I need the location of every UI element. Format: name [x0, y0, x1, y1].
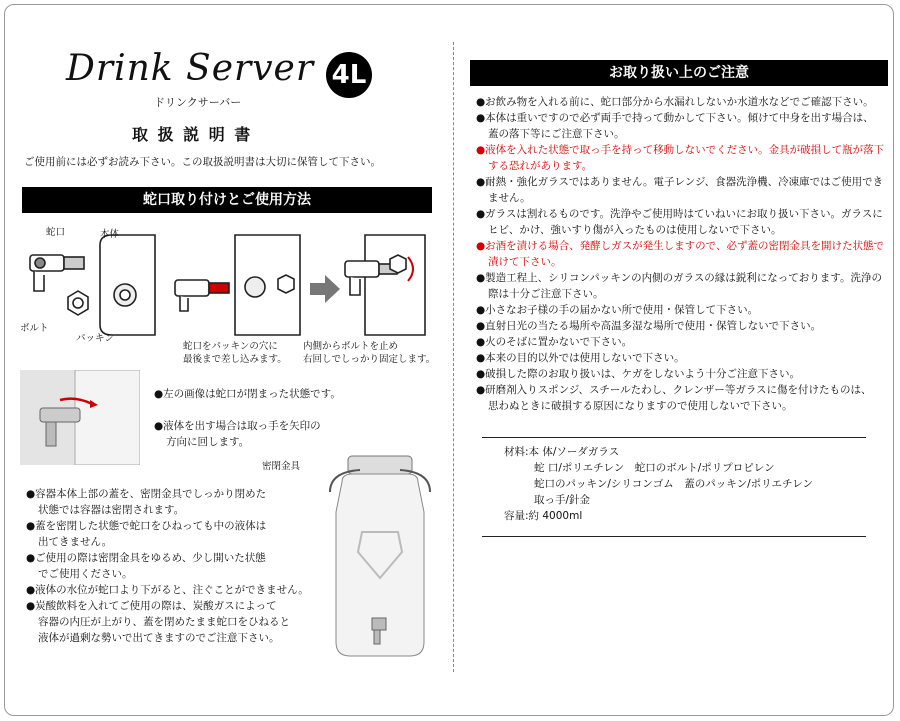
manual-title: 取 扱 説 明 書 — [132, 125, 253, 144]
caution-line: ●製造工程上、シリコンパッキンの内側のガラスの縁は鋭利になっております。洗浄の — [476, 272, 882, 284]
capacity-badge: 4L — [326, 52, 372, 98]
caution-line: ●お酒を漬ける場合、発酵しガスが発生しますので、必ず蓋の密閉金具を開けた状態で — [476, 240, 884, 252]
caution-line: ●破損した際のお取り扱いは、ケガをしないよう十分ご注意下さい。 — [476, 368, 800, 380]
left-bullets — [26, 486, 309, 646]
left-bullet: 出てきません。 — [38, 536, 113, 548]
materials-block — [504, 444, 813, 524]
jar-illustration — [320, 452, 440, 662]
label-faucet: 蛇口 — [46, 227, 66, 238]
materials-bottom-rule — [482, 536, 866, 537]
logo-kana: ドリンクサーバー — [154, 96, 242, 109]
caution-line: ●耐熱・強化ガラスではありません。電子レンジ、食器洗浄機、冷凍庫ではご使用でき — [476, 176, 884, 188]
caution-line: ●本来の目的以外では使用しないで下さい。 — [476, 352, 685, 364]
caution-line: ません。 — [488, 192, 531, 204]
left-bullet: ●容器本体上部の蓋を、密閉金具でしっかり閉めた — [26, 488, 267, 500]
caution-line: ●液体を入れた状態で取っ手を持って移動しないでください。金具が破損して瓶が落下 — [476, 144, 885, 156]
step3-illustration — [345, 235, 425, 335]
left-bullet: ●炭酸飲料を入れてご使用の際は、炭酸ガスによって — [26, 600, 277, 612]
left-bullet: 状態では容器は密閉されます。 — [38, 504, 185, 516]
caution-line: 際は十分ご注意下さい。 — [488, 288, 604, 300]
step-arrow-icon — [310, 275, 340, 303]
intro-text: ご使用前には必ずお読み下さい。この取扱説明書は大切に保管して下さい。 — [24, 156, 381, 168]
caution-line: ヒビ、かけ、強いすり傷が入ったものは使用しないで下さい。 — [488, 224, 782, 236]
caution-line: 漬けて下さい。 — [488, 256, 562, 268]
caution-line: ●お飲み物を入れる前に、蛇口部分から水漏れしないか水道水などでご確認下さい。 — [476, 96, 874, 108]
materials-line: 取っ手/針金 — [534, 494, 591, 506]
step3-caption-1: 内側からボルトを止め — [303, 341, 399, 352]
caution-line: ●直射日光の当たる場所や高温多湿な場所で使用・保管しないで下さい。 — [476, 320, 822, 332]
caution-line: ●小さなお子様の手の届かない所で使用・保管して下さい。 — [476, 304, 759, 316]
body-illustration — [100, 235, 155, 335]
left-bullet: でご使用ください。 — [38, 568, 133, 580]
closed-faucet-photo — [20, 370, 140, 465]
left-section-header: 蛇口取り付けとご使用方法 — [22, 187, 432, 213]
caution-line: 蓋の落下等にご注意下さい。 — [488, 128, 625, 140]
left-bullet: ●液体の水位が蛇口より下がると、注ぐことができません。 — [26, 584, 309, 596]
label-body: 本体 — [100, 229, 120, 240]
materials-top-rule — [482, 437, 866, 438]
right-section-header: お取り扱い上のご注意 — [470, 60, 888, 86]
materials-line: 蛇 口/ポリエチレン 蛇口のボルト/ポリプロピレン — [534, 462, 775, 474]
bolt-illustration — [68, 291, 88, 315]
logo-title: Drink Server — [66, 48, 315, 89]
label-bolt: ボルト — [20, 323, 49, 334]
caution-list — [476, 94, 884, 414]
caution-line: ●ガラスは割れるものです。洗浄やご使用時はていねいにお取り扱い下さい。ガラスに — [476, 208, 883, 220]
step2-illustration — [175, 235, 300, 335]
note-line-2: ●液体を出す場合は取っ手を矢印の — [154, 420, 321, 432]
step2-caption-1: 蛇口をパッキンの穴に — [183, 341, 278, 352]
note-line-1: ●左の画像は蛇口が閉まった状態です。 — [154, 388, 341, 400]
left-bullet: ●ご使用の際は密閉金具をゆるめ、少し開いた状態 — [26, 552, 266, 564]
column-divider — [453, 42, 454, 672]
caution-line: ●火のそばに置かないで下さい。 — [476, 336, 633, 348]
faucet-illustration — [30, 255, 84, 291]
caution-line: 思わぬときに破損する原因になりますので使用しないで下さい。 — [488, 400, 793, 412]
caution-line: ●本体は重いですので必ず両手で持って動かして下さい。傾けて中身を出す場合は、 — [476, 112, 874, 124]
step2-caption-2: 最後まで差し込みます。 — [183, 354, 287, 365]
label-clamp: 密閉金具 — [262, 461, 301, 472]
caution-line: ●研磨剤入りスポンジ、スチールたわし、クレンザー等ガラスに傷を付けたものは、 — [476, 384, 872, 396]
note-line-3: 方向に回します。 — [166, 436, 250, 448]
materials-line: 材料:本 体/ソーダガラス — [504, 446, 620, 458]
caution-line: する恐れがあります。 — [488, 160, 593, 172]
step3-caption-2: 右回しでしっかり固定します。 — [303, 354, 436, 365]
materials-line: 蛇口のパッキン/シリコンゴム 蓋のパッキン/ポリエチレン — [534, 478, 813, 490]
left-bullet: 液体が過剰な勢いで出てきますのでご注意下さい。 — [38, 632, 280, 644]
left-bullet: ●蓋を密閉した状態で蛇口をひねっても中の液体は — [26, 520, 267, 532]
materials-line: 容量:約 4000ml — [504, 510, 583, 522]
label-gasket: パッキン — [76, 333, 114, 344]
left-bullet: 容器の内圧が上がり、蓋を閉めたまま蛇口をひねると — [38, 616, 290, 628]
